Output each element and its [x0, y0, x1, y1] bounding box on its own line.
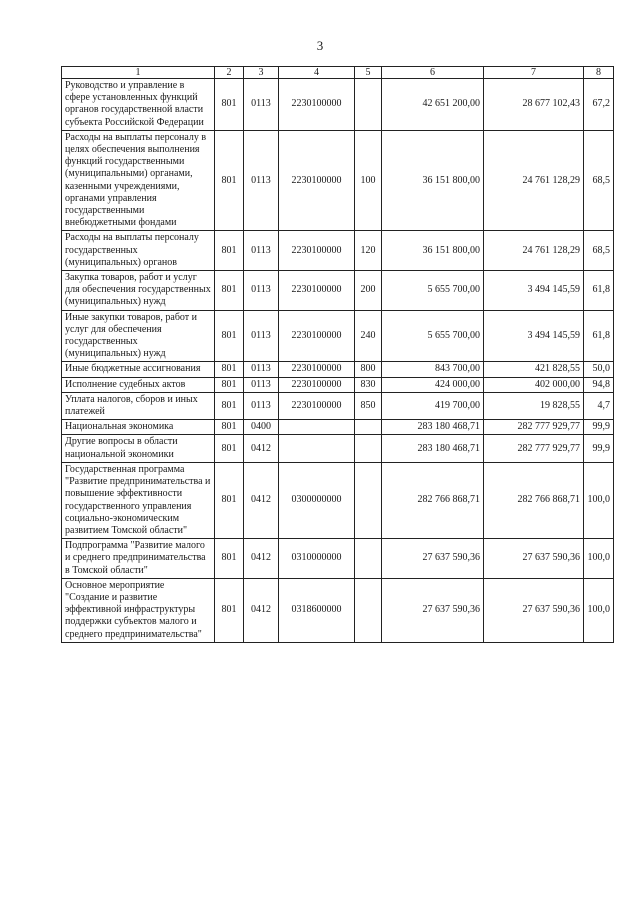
cell-planned: 5 655 700,00 [382, 310, 484, 362]
cell-planned: 283 180 468,71 [382, 420, 484, 435]
cell-section: 0412 [244, 462, 279, 538]
cell-section: 0113 [244, 310, 279, 362]
cell-expense-type: 100 [355, 130, 382, 231]
cell-ministry: 801 [215, 462, 244, 538]
row-name: Уплата налогов, сборов и иных платежей [62, 392, 215, 419]
cell-section: 0412 [244, 578, 279, 642]
cell-target [279, 435, 355, 462]
cell-ministry: 801 [215, 539, 244, 579]
cell-ministry: 801 [215, 578, 244, 642]
table-row [62, 435, 614, 462]
row-name: Национальная экономика [62, 420, 215, 435]
cell-section: 0400 [244, 420, 279, 435]
cell-executed: 282 766 868,71 [484, 462, 584, 538]
cell-executed: 27 637 590,36 [484, 578, 584, 642]
cell-expense-type [355, 539, 382, 579]
cell-planned: 27 637 590,36 [382, 578, 484, 642]
cell-percent: 61,8 [584, 271, 614, 311]
cell-ministry: 801 [215, 271, 244, 311]
cell-percent: 99,9 [584, 435, 614, 462]
cell-planned: 843 700,00 [382, 362, 484, 377]
table-row [62, 310, 614, 362]
cell-target: 2230100000 [279, 231, 355, 271]
cell-executed: 282 777 929,77 [484, 435, 584, 462]
budget-table [61, 66, 614, 643]
cell-ministry: 801 [215, 420, 244, 435]
cell-ministry: 801 [215, 435, 244, 462]
cell-target: 2230100000 [279, 392, 355, 419]
cell-percent: 68,5 [584, 130, 614, 231]
table-row [62, 539, 614, 579]
column-header: 7 [484, 67, 584, 79]
cell-percent: 94,8 [584, 377, 614, 392]
column-header: 3 [244, 67, 279, 79]
cell-expense-type [355, 435, 382, 462]
row-name: Закупка товаров, работ и услуг для обеспечения государственных (муниципальных) нужд [62, 271, 215, 311]
cell-planned: 27 637 590,36 [382, 539, 484, 579]
cell-target: 2230100000 [279, 362, 355, 377]
cell-target: 0310000000 [279, 539, 355, 579]
cell-target: 0318600000 [279, 578, 355, 642]
cell-percent: 68,5 [584, 231, 614, 271]
cell-percent: 50,0 [584, 362, 614, 377]
cell-expense-type: 240 [355, 310, 382, 362]
cell-expense-type [355, 462, 382, 538]
cell-executed: 27 637 590,36 [484, 539, 584, 579]
cell-target: 2230100000 [279, 130, 355, 231]
row-name: Иные закупки товаров, работ и услуг для обеспечения государственных (муниципальных) нужд [62, 310, 215, 362]
cell-planned: 5 655 700,00 [382, 271, 484, 311]
cell-expense-type: 850 [355, 392, 382, 419]
cell-planned: 424 000,00 [382, 377, 484, 392]
cell-executed: 421 828,55 [484, 362, 584, 377]
cell-ministry: 801 [215, 79, 244, 131]
cell-expense-type [355, 79, 382, 131]
cell-expense-type: 800 [355, 362, 382, 377]
row-name: Расходы на выплаты персоналу в целях обеспечения выполнения функций государственными (муниципальными) органами, казенными учреждениями, органами управления государственными внебюджетными фондами [62, 130, 215, 231]
cell-expense-type: 200 [355, 271, 382, 311]
table-row [62, 578, 614, 642]
table-row [62, 420, 614, 435]
cell-planned: 36 151 800,00 [382, 231, 484, 271]
column-header: 2 [215, 67, 244, 79]
cell-ministry: 801 [215, 377, 244, 392]
cell-planned: 36 151 800,00 [382, 130, 484, 231]
page-number: 3 [316, 38, 324, 53]
cell-percent: 100,0 [584, 539, 614, 579]
column-header: 4 [279, 67, 355, 79]
cell-executed: 402 000,00 [484, 377, 584, 392]
cell-section: 0113 [244, 79, 279, 131]
row-name: Иные бюджетные ассигнования [62, 362, 215, 377]
row-name: Руководство и управление в сфере установленных функций органов государственной власти субъекта Российской Федерации [62, 79, 215, 131]
cell-expense-type: 120 [355, 231, 382, 271]
cell-ministry: 801 [215, 130, 244, 231]
cell-section: 0113 [244, 377, 279, 392]
cell-section: 0113 [244, 130, 279, 231]
cell-ministry: 801 [215, 310, 244, 362]
cell-target: 2230100000 [279, 271, 355, 311]
cell-executed: 24 761 128,29 [484, 130, 584, 231]
cell-planned: 282 766 868,71 [382, 462, 484, 538]
cell-target: 2230100000 [279, 377, 355, 392]
cell-executed: 3 494 145,59 [484, 310, 584, 362]
row-name: Государственная программа "Развитие предпринимательства и повышение эффективности государственного управления социально-экономическим развитием Томской области" [62, 462, 215, 538]
cell-planned: 42 651 200,00 [382, 79, 484, 131]
table-row [62, 362, 614, 377]
cell-executed: 3 494 145,59 [484, 271, 584, 311]
table-row [62, 271, 614, 311]
cell-section: 0412 [244, 435, 279, 462]
row-name: Исполнение судебных актов [62, 377, 215, 392]
cell-section: 0412 [244, 539, 279, 579]
cell-target [279, 420, 355, 435]
cell-section: 0113 [244, 392, 279, 419]
cell-executed: 24 761 128,29 [484, 231, 584, 271]
cell-section: 0113 [244, 231, 279, 271]
row-name: Расходы на выплаты персоналу государственных (муниципальных) органов [62, 231, 215, 271]
column-header: 6 [382, 67, 484, 79]
cell-expense-type [355, 578, 382, 642]
table-row [62, 79, 614, 131]
cell-expense-type [355, 420, 382, 435]
cell-section: 0113 [244, 271, 279, 311]
cell-ministry: 801 [215, 231, 244, 271]
table-row [62, 231, 614, 271]
cell-target: 2230100000 [279, 79, 355, 131]
table-row [62, 130, 614, 231]
cell-expense-type: 830 [355, 377, 382, 392]
table-row [62, 392, 614, 419]
header-row [62, 67, 614, 79]
cell-percent: 61,8 [584, 310, 614, 362]
cell-executed: 282 777 929,77 [484, 420, 584, 435]
cell-planned: 419 700,00 [382, 392, 484, 419]
column-header: 8 [584, 67, 614, 79]
cell-target: 0300000000 [279, 462, 355, 538]
cell-ministry: 801 [215, 362, 244, 377]
cell-section: 0113 [244, 362, 279, 377]
column-header: 1 [62, 67, 215, 79]
table-row [62, 377, 614, 392]
cell-percent: 67,2 [584, 79, 614, 131]
column-header: 5 [355, 67, 382, 79]
cell-percent: 100,0 [584, 462, 614, 538]
table-row [62, 462, 614, 538]
cell-executed: 19 828,55 [484, 392, 584, 419]
row-name: Другие вопросы в области национальной экономики [62, 435, 215, 462]
row-name: Основное мероприятие "Создание и развитие эффективной инфраструктуры поддержки субъектов малого и среднего предпринимательства" [62, 578, 215, 642]
cell-ministry: 801 [215, 392, 244, 419]
cell-percent: 99,9 [584, 420, 614, 435]
cell-planned: 283 180 468,71 [382, 435, 484, 462]
row-name: Подпрограмма "Развитие малого и среднего предпринимательства в Томской области" [62, 539, 215, 579]
cell-percent: 100,0 [584, 578, 614, 642]
cell-target: 2230100000 [279, 310, 355, 362]
cell-executed: 28 677 102,43 [484, 79, 584, 131]
cell-percent: 4,7 [584, 392, 614, 419]
